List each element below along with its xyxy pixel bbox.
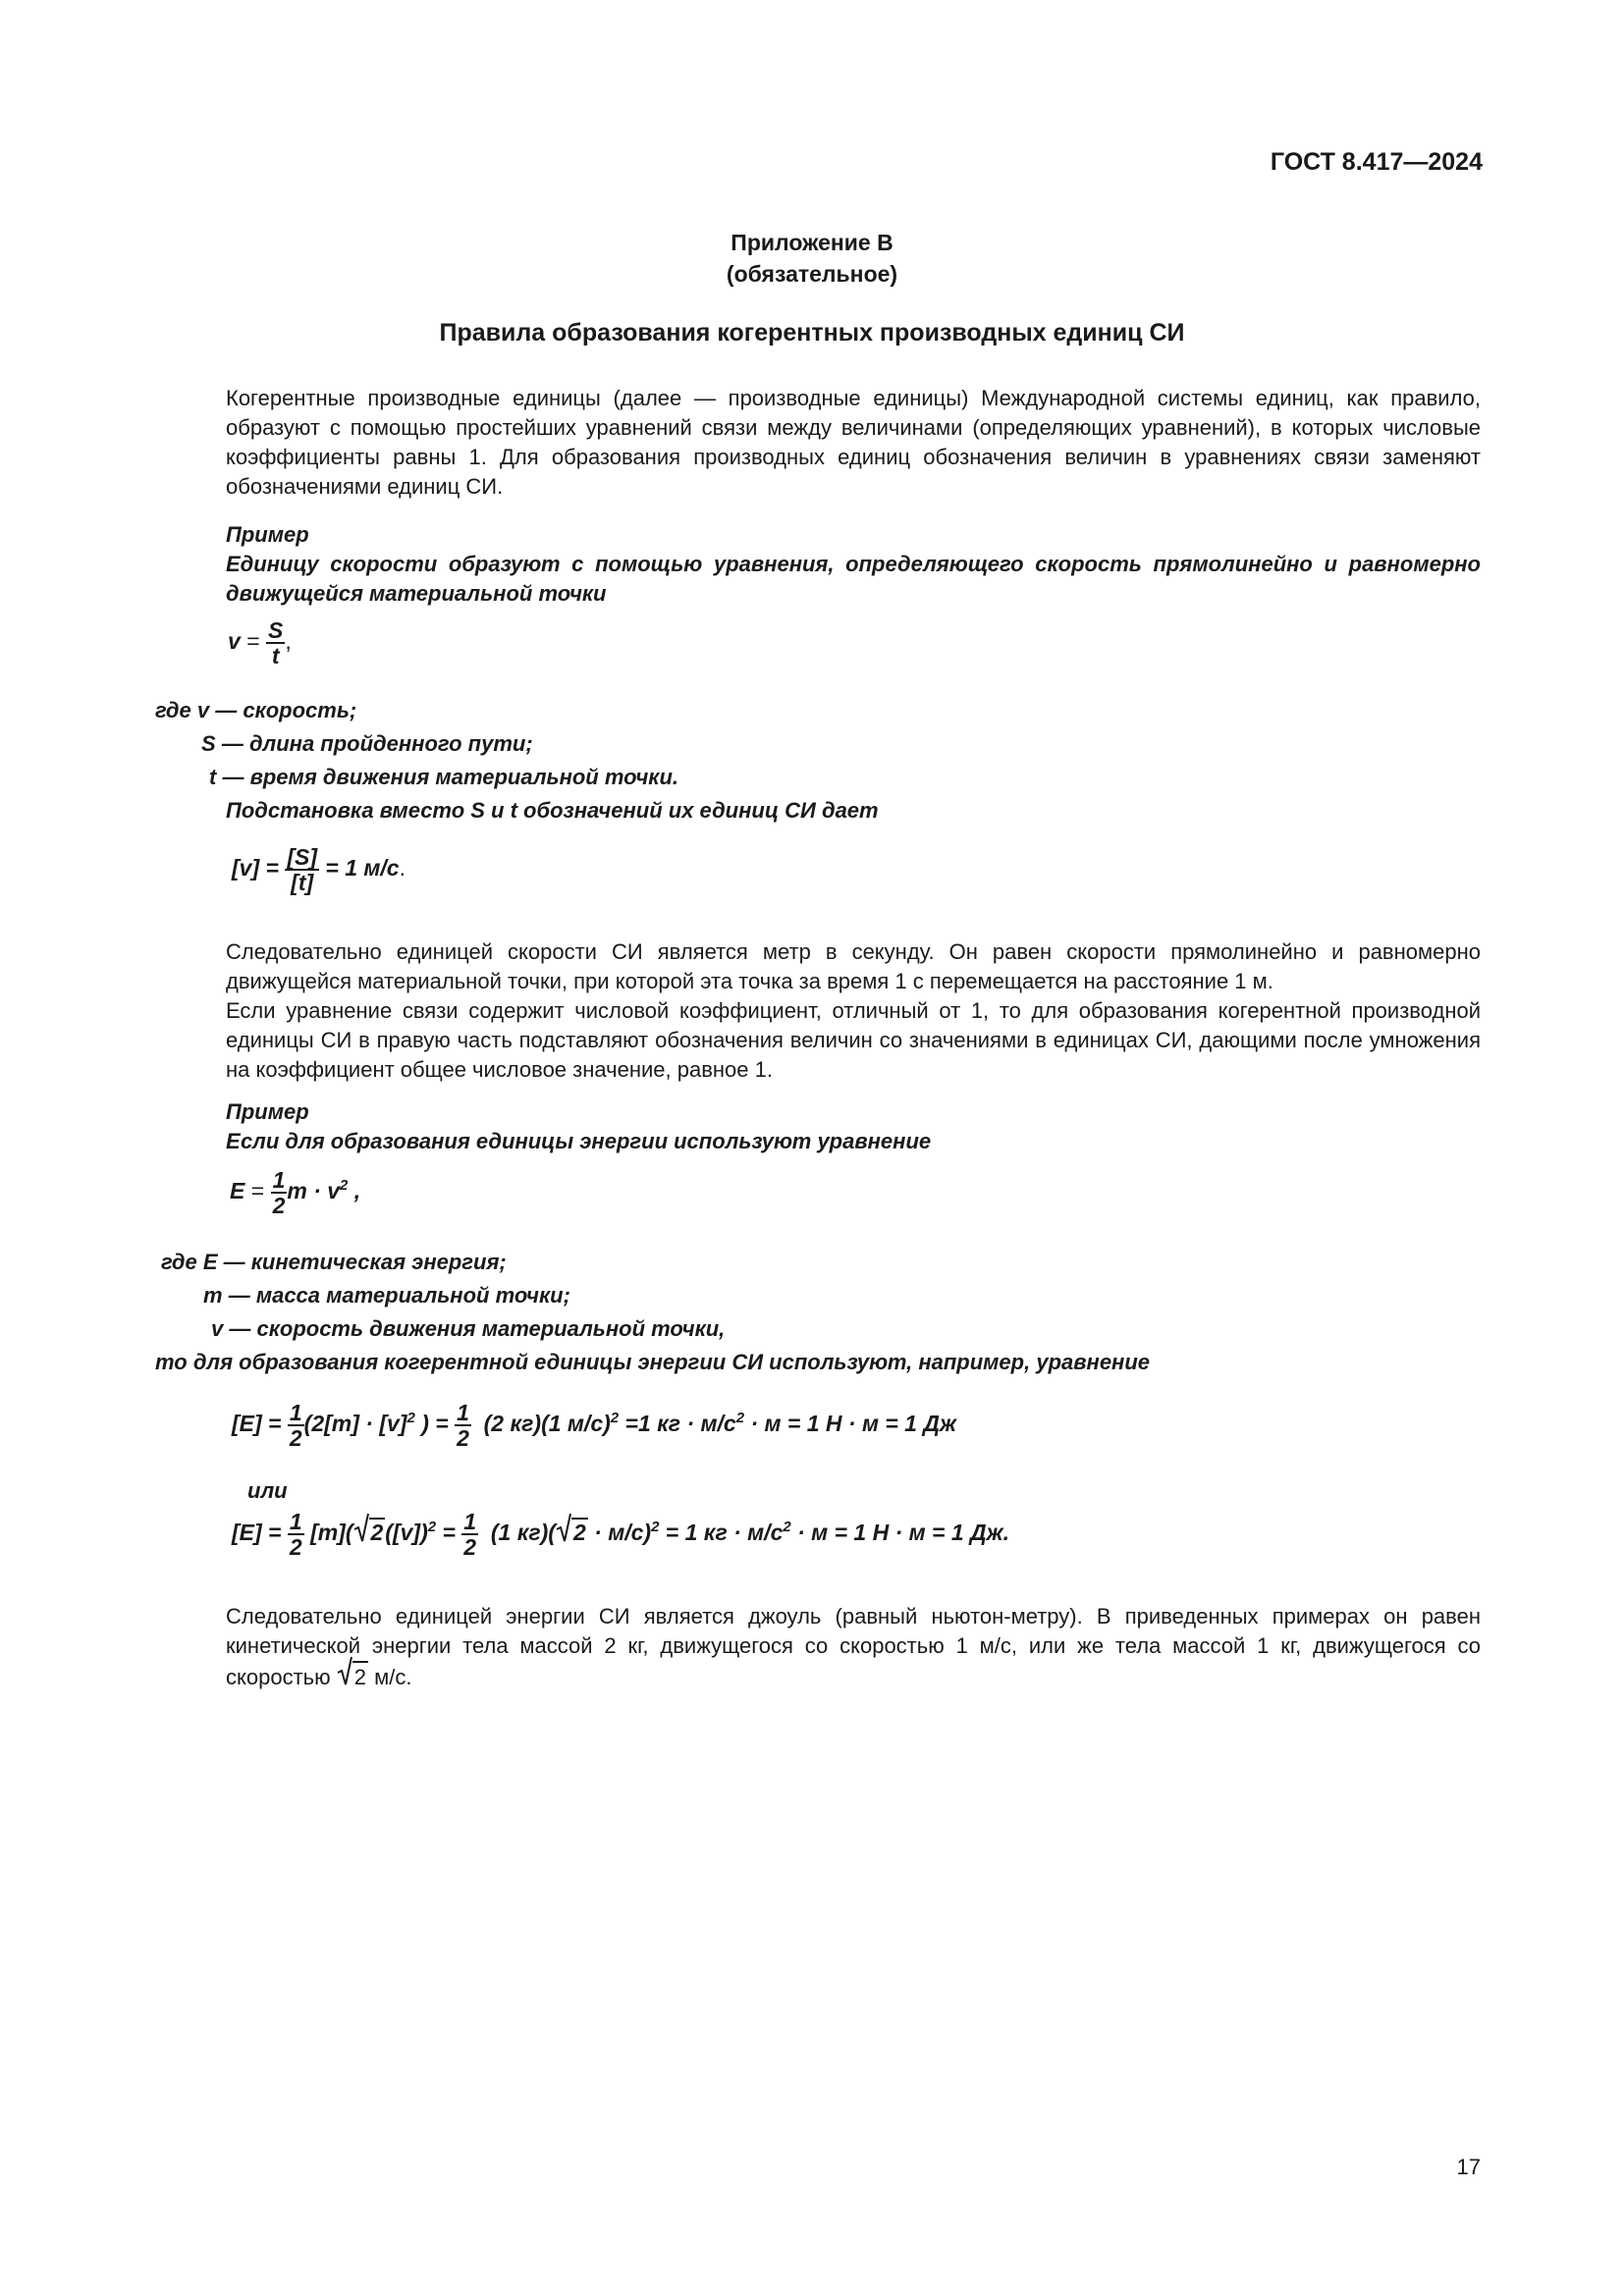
where-row-v: где v — скорость; xyxy=(155,698,357,722)
annex-subtitle: (обязательное) xyxy=(726,261,898,287)
example-1-label: Пример xyxy=(226,522,309,547)
fraction-s-over-t: $\frac{S}{t}$ xyxy=(268,617,284,668)
paragraph-1: Когерентные производные единицы (далее — производные единицы) Международной системы единиц, как правило, образуют с помощью простейших уравнений связи между величинами (определяющих уравнений), в которых числовые коэффициенты равны 1. Для образования производных единиц обозначения величин в уравнениях связи заменяют обозначениями единиц СИ. xyxy=(226,386,1481,499)
section-title: Правила образования когерентных производных единиц СИ xyxy=(439,319,1185,347)
radical-sign-icon xyxy=(556,1512,571,1543)
paragraph-3: Если уравнение связи содержит числовой коэффициент, отличный от 1, то для образования когерентной производной единицы СИ в правую часть подставляют обозначения величин со значениями в единицах СИ, дающими после умножения на коэффициент общее числовое значение, равное 1. xyxy=(226,998,1481,1082)
example-1-block xyxy=(155,520,1481,609)
document-code: ГОСТ 8.417—2024 xyxy=(1270,148,1483,176)
energy-unit-equation-2: [E] = $\frac{1}{2}$ [m]( $2([v])^2$ = $\frac{1}{2}$ (1 кг)( 2 · м/с)$^2$ = 1 кг · $м/с^2 \cdot м = 1$ Н · м = 1 Дж. xyxy=(232,1509,1009,1560)
where-row-t: t — время движения материальной точки. xyxy=(209,765,679,789)
example-1-text: Единицу скорости образуют с помощью уравнения, определяющего скорость прямолинейно и равномерно движущейся материальной точки xyxy=(226,552,1481,606)
energy-formula: E = $\frac{1}{2}$ $m \cdot v^2$ , xyxy=(230,1167,361,1218)
paragraph-4: Следовательно единицей энергии СИ является джоуль (равный ньютон-метру). В приведенных примерах он равен кинетической энергии тела массой 2 кг, движущегося со скоростью 1 м/с, или же тела массой 1 кг, движущегося со скоростью 2 м/с. xyxy=(155,1602,1481,1692)
then-text: то для образования когерентной единицы энергии СИ используют, например, уравнение xyxy=(155,1350,1151,1374)
velocity-formula: v = $\frac{S}{t}$ , xyxy=(228,617,292,668)
fraction-unit-s-over-t: $\frac{[S]}{[t]}$ xyxy=(287,844,317,895)
substitution-text: Подстановка вместо S и t обозначений их единиц СИ дает xyxy=(226,798,879,823)
sqrt-symbol: 2 xyxy=(337,1661,368,1692)
velocity-unit-formula: [v] = $\frac{[S]}{[t]}$ = 1 м/с. xyxy=(232,844,406,895)
example-2-text: Если для образования единицы энергии используют уравнение xyxy=(226,1129,932,1153)
where-row-e: где E — кинетическая энергия; xyxy=(161,1250,507,1274)
fraction-one-half: $\frac{1}{2}$ xyxy=(272,1167,286,1218)
where-row-m: m — масса материальной точки; xyxy=(203,1283,570,1308)
page-number: 17 xyxy=(1456,2155,1481,2179)
or-text: или xyxy=(247,1478,288,1503)
where-row-v2: v — скорость движения материальной точки, xyxy=(211,1316,726,1341)
annex-heading xyxy=(0,227,1624,290)
example-2-label: Пример xyxy=(226,1099,309,1124)
sqrt-symbol: 2 xyxy=(556,1518,588,1546)
radical-sign-icon xyxy=(353,1512,369,1543)
example-2-block xyxy=(155,1097,1481,1156)
sqrt-symbol: 2 xyxy=(353,1518,386,1546)
paragraph-2: Следовательно единицей скорости СИ является метр в секунду. Он равен скорости прямолинейно и равномерно движущейся материальной точки, при которой эта точка за время 1 с перемещается на расстояние 1 м. xyxy=(226,939,1481,993)
energy-unit-equation-1: [E] = $\frac{1}{2}$ ($2[m] \cdot [v]^2$ ) = $\frac{1}{2}$ (2 кг)(1 м/с)$^2$ =1 кг · $м/с^2 \cdot м = 1$ Н · м = 1 Дж xyxy=(232,1400,956,1451)
radical-sign-icon xyxy=(337,1655,352,1686)
where-row-s: S — длина пройденного пути; xyxy=(201,731,533,756)
annex-title: Приложение В xyxy=(731,230,893,255)
